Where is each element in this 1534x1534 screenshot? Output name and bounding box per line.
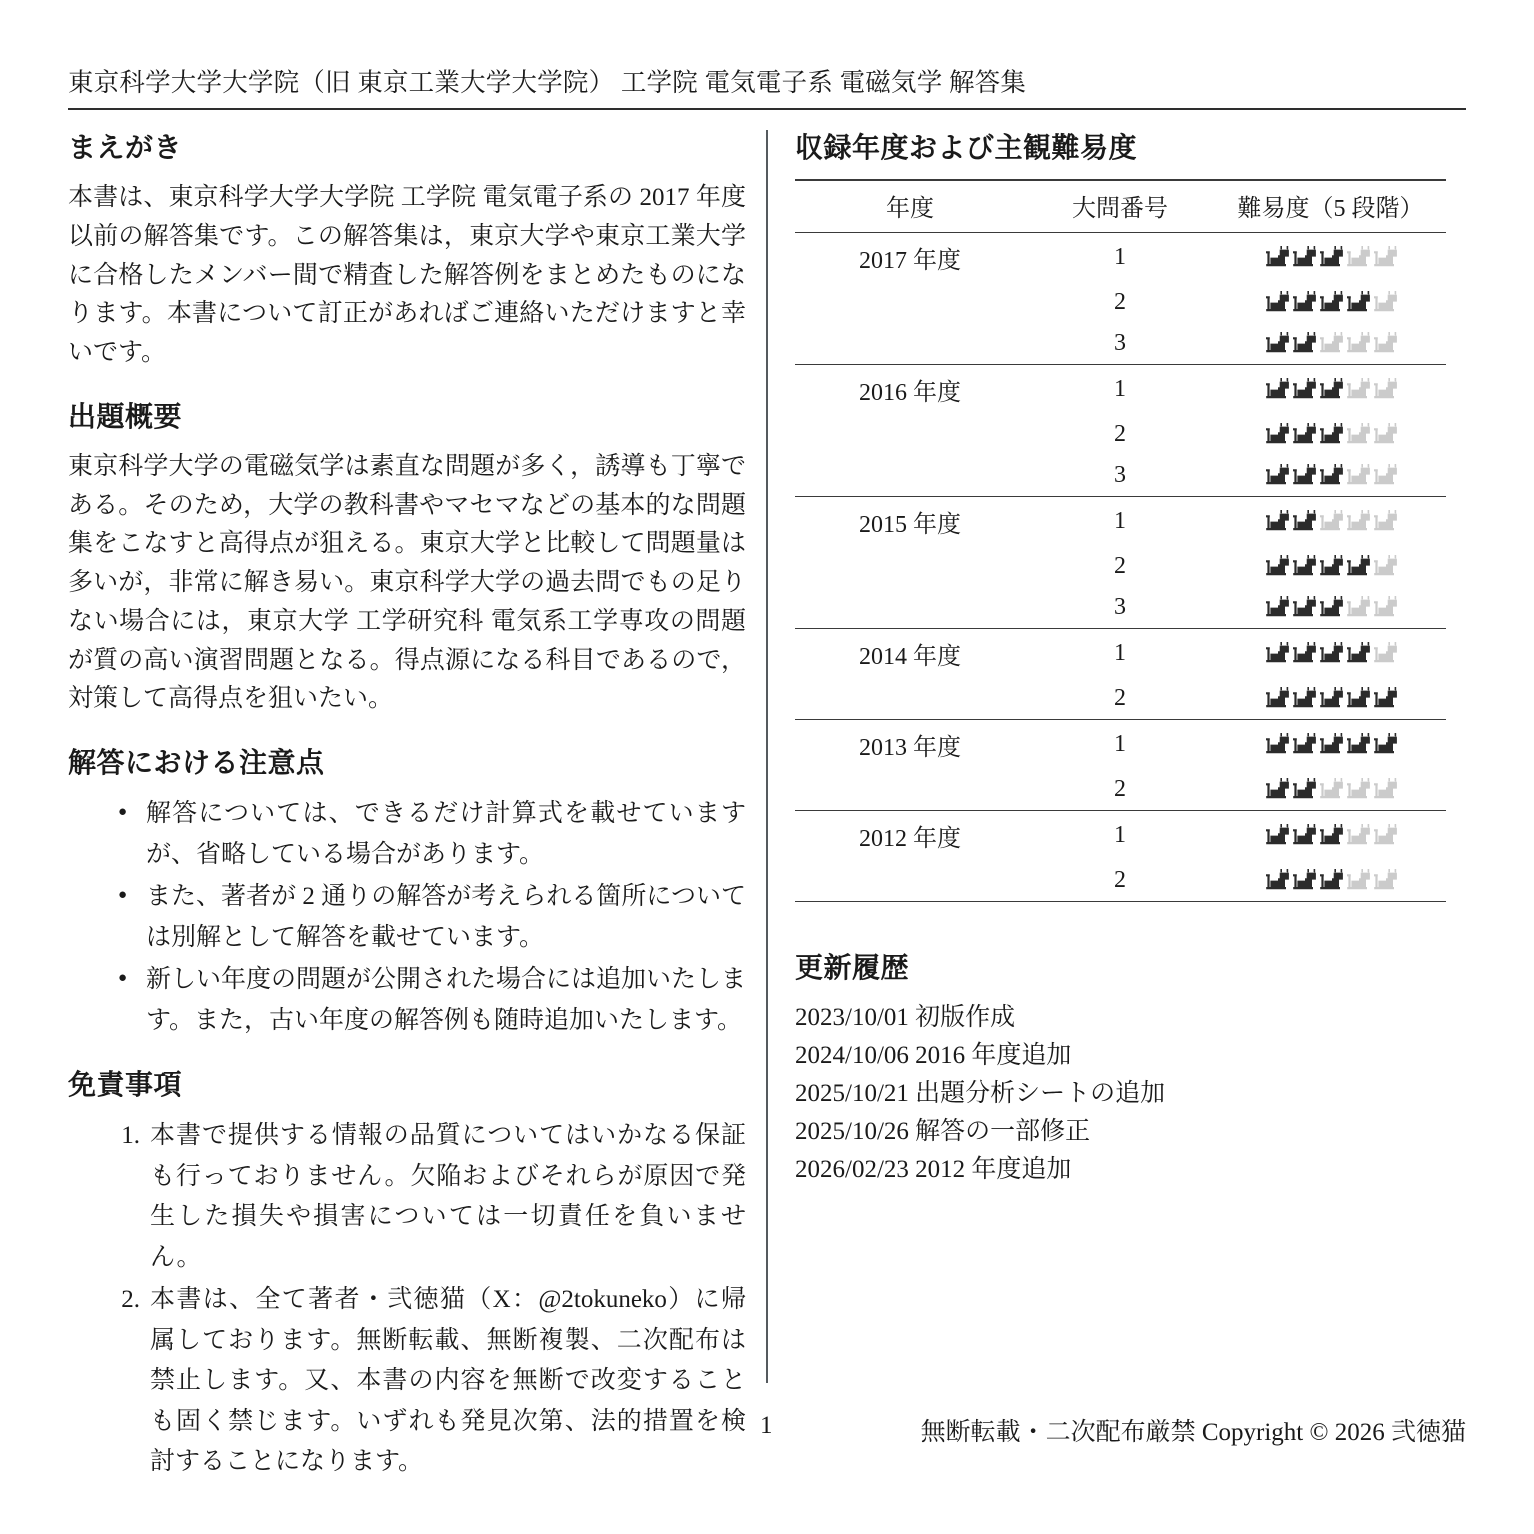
cell-difficulty-rating xyxy=(1215,233,1446,283)
table-row xyxy=(795,497,1446,547)
right-column xyxy=(795,130,1467,1215)
cat-icon xyxy=(1263,377,1289,400)
table-row xyxy=(795,769,1446,811)
cell-year xyxy=(795,546,1025,587)
table-row xyxy=(795,587,1446,629)
cat-icon xyxy=(1317,823,1343,846)
list-item: 2025/10/26 解答の一部修正 xyxy=(795,1118,1091,1145)
cell-difficulty-rating xyxy=(1215,769,1446,811)
cell-difficulty-rating xyxy=(1215,860,1446,902)
cell-year: 2016 年度 xyxy=(795,365,1025,415)
cat-icon xyxy=(1317,245,1343,268)
cat-icon xyxy=(1263,422,1289,445)
history-heading: 更新履歴 xyxy=(795,951,910,984)
cat-icon xyxy=(1290,868,1316,891)
table-row xyxy=(795,546,1446,587)
preface-section xyxy=(68,130,746,373)
cell-difficulty-rating xyxy=(1215,323,1446,365)
cat-icon xyxy=(1317,686,1343,709)
cat-icon xyxy=(1317,554,1343,577)
cat-icon xyxy=(1290,245,1316,268)
table-header-row xyxy=(795,180,1446,233)
cat-icon xyxy=(1344,377,1370,400)
cat-icon xyxy=(1317,641,1343,664)
history-section xyxy=(795,950,1467,1189)
cell-year xyxy=(795,282,1025,323)
list-item: 本書は、全て著者・弐徳猫（X：@2tokuneko）に帰属しております。無断転載、無断複製、二次配布は禁止します。又、本書の内容を無断で改変することも固く禁じます。いずれも発見次第、法的措置を検討することになります。 xyxy=(150,1286,746,1475)
table-row xyxy=(795,365,1446,415)
cat-icon xyxy=(1371,422,1397,445)
cat-icon xyxy=(1317,509,1343,532)
cat-icon xyxy=(1317,331,1343,354)
cat-icon xyxy=(1290,331,1316,354)
cat-icon xyxy=(1371,245,1397,268)
cat-icon xyxy=(1344,595,1370,618)
cell-difficulty-rating xyxy=(1215,455,1446,497)
history-list xyxy=(795,999,1467,1189)
cat-icon xyxy=(1344,868,1370,891)
cell-year: 2017 年度 xyxy=(795,233,1025,283)
cat-icon xyxy=(1263,823,1289,846)
left-column xyxy=(68,130,746,1509)
cell-problem-number: 2 xyxy=(1114,553,1126,579)
notes-list xyxy=(68,794,746,1041)
cat-icon xyxy=(1263,290,1289,313)
cell-year xyxy=(795,678,1025,720)
cat-icon xyxy=(1263,732,1289,755)
cell-year: 2015 年度 xyxy=(795,497,1025,547)
cell-problem-number: 2 xyxy=(1025,860,1215,902)
cell-problem-number: 3 xyxy=(1114,462,1126,488)
cell-difficulty-rating xyxy=(1215,629,1446,679)
cell-problem-number: 3 xyxy=(1114,330,1126,356)
cat-icon xyxy=(1290,422,1316,445)
cat-icon xyxy=(1371,777,1397,800)
cat-icon xyxy=(1263,245,1289,268)
cell-difficulty-rating xyxy=(1215,678,1446,720)
cell-problem-number: 1 xyxy=(1025,365,1215,415)
cat-icon xyxy=(1371,554,1397,577)
cat-icon xyxy=(1263,777,1289,800)
cat-icon xyxy=(1344,290,1370,313)
column-header-year: 年度 xyxy=(795,180,1025,233)
cat-icon xyxy=(1371,732,1397,755)
cat-icon xyxy=(1371,290,1397,313)
cell-difficulty-rating xyxy=(1215,497,1446,547)
column-divider xyxy=(766,130,768,1383)
cat-icon xyxy=(1344,245,1370,268)
cat-icon xyxy=(1263,595,1289,618)
cell-year: 2014 年度 xyxy=(795,629,1025,679)
list-item: ● 解答については、できるだけ計算式を載せていますが、省略している場合があります。 xyxy=(118,794,746,875)
cell-problem-number: 2 xyxy=(1114,421,1126,447)
table-row xyxy=(795,629,1446,679)
table-head xyxy=(795,180,1446,233)
cell-problem-number: 1 xyxy=(1025,629,1215,679)
cat-icon xyxy=(1290,823,1316,846)
overview-body: 東京科学大学の電磁気学は素直な問題が多く，誘導も丁寧である。そのため，大学の教科書やマセマなどの基本的な問題集をこなすと高得点が狙える。東京大学と比較して問題量は多いが，非常に解き易い。東京科学大学の過去問でもの足りない場合には，東京大学 工学研究科 電気系工学専攻の問題が質の高い演習問題となる。得点源になる科目であるので，対策して高得点を狙いたい。 xyxy=(68,452,746,713)
table-row xyxy=(795,282,1446,323)
cat-icon xyxy=(1263,463,1289,486)
cat-icon xyxy=(1371,377,1397,400)
cat-icon xyxy=(1371,463,1397,486)
table-row xyxy=(795,860,1446,902)
cell-problem-number: 1 xyxy=(1025,497,1215,547)
cat-icon xyxy=(1344,422,1370,445)
cat-icon xyxy=(1290,732,1316,755)
header-divider-rule xyxy=(68,108,1466,110)
cat-icon xyxy=(1344,641,1370,664)
cell-year: 2013 年度 xyxy=(795,720,1025,770)
cat-icon xyxy=(1371,641,1397,664)
list-item: 本書で提供する情報の品質についてはいかなる保証も行っておりません。欠陥およびそれらが原因で発生した損失や損害については一切責任を負いません。 xyxy=(150,1122,746,1271)
disclaimer-list xyxy=(68,1116,746,1483)
cell-year xyxy=(795,860,1025,902)
cell-problem-number: 3 xyxy=(1114,594,1126,620)
cat-icon xyxy=(1263,868,1289,891)
list-item: 2023/10/01 初版作成 xyxy=(795,1004,1016,1031)
list-item: 2026/02/23 2012 年度追加 xyxy=(795,1156,1072,1183)
cat-icon xyxy=(1317,777,1343,800)
preface-body: 本書は、東京科学大学大学院 工学院 電気電子系の 2017 年度以前の解答集です。この解答集は，東京大学や東京工業大学に合格したメンバー間で精査した解答例をまとめたものになります。本書について訂正があればご連絡いただけますと幸いです。 xyxy=(68,184,746,366)
document-title: 東京科学大学大学院（旧 東京工業大学大学院） 工学院 電気電子系 電磁気学 解答集 xyxy=(68,68,1027,97)
cat-icon xyxy=(1371,331,1397,354)
cell-difficulty-rating xyxy=(1215,546,1446,587)
cat-icon xyxy=(1290,641,1316,664)
list-item: ● また、著者が 2 通りの解答が考えられる箇所については別解として解答を載せています。 xyxy=(118,877,746,958)
cell-difficulty-rating xyxy=(1215,587,1446,629)
cat-icon xyxy=(1290,686,1316,709)
disclaimer-heading: 免責事項 xyxy=(68,1068,183,1101)
list-item: 2024/10/06 2016 年度追加 xyxy=(795,1042,1072,1069)
table-row xyxy=(795,678,1446,720)
list-item: 2025/10/21 出題分析シートの追加 xyxy=(795,1080,1166,1107)
cell-problem-number: 1 xyxy=(1025,233,1215,283)
page-number: 1 xyxy=(760,1412,773,1439)
table-row xyxy=(795,455,1446,497)
cat-icon xyxy=(1290,595,1316,618)
cell-problem-number: 1 xyxy=(1025,720,1215,770)
cell-problem-number: 1 xyxy=(1025,811,1215,861)
cat-icon xyxy=(1263,509,1289,532)
cat-icon xyxy=(1371,595,1397,618)
cat-icon xyxy=(1344,554,1370,577)
cell-year xyxy=(795,414,1025,455)
cat-icon xyxy=(1263,554,1289,577)
cell-year xyxy=(795,769,1025,811)
cat-icon xyxy=(1317,422,1343,445)
years-table-heading: 収録年度および主観難易度 xyxy=(795,131,1138,164)
cat-icon xyxy=(1317,732,1343,755)
cell-problem-number: 2 xyxy=(1114,685,1126,711)
table-body xyxy=(795,233,1446,902)
cat-icon xyxy=(1317,377,1343,400)
page-header xyxy=(68,63,1466,110)
cat-icon xyxy=(1263,641,1289,664)
list-item: ● 新しい年度の問題が公開された場合には追加いたします。また，古い年度の解答例も随時追加いたします。 xyxy=(118,960,746,1041)
cat-icon xyxy=(1317,868,1343,891)
overview-heading: 出題概要 xyxy=(68,399,183,433)
years-table-section xyxy=(795,130,1467,902)
cat-icon xyxy=(1317,290,1343,313)
table-row xyxy=(795,323,1446,365)
cat-icon xyxy=(1344,777,1370,800)
cell-year xyxy=(795,455,1025,497)
cat-icon xyxy=(1290,509,1316,532)
cell-difficulty-rating xyxy=(1215,811,1446,861)
cat-icon xyxy=(1371,823,1397,846)
copyright-notice: 無断転載・二次配布厳禁 Copyright © 2026 弐徳猫 xyxy=(920,1419,1466,1446)
cat-icon xyxy=(1290,290,1316,313)
cell-problem-number: 2 xyxy=(1114,776,1126,802)
cat-icon xyxy=(1317,595,1343,618)
cat-icon xyxy=(1344,732,1370,755)
cat-icon xyxy=(1263,331,1289,354)
cat-icon xyxy=(1371,686,1397,709)
cat-icon xyxy=(1317,463,1343,486)
table-row xyxy=(795,811,1446,861)
cell-year xyxy=(795,587,1025,629)
cat-icon xyxy=(1290,377,1316,400)
cat-icon xyxy=(1344,823,1370,846)
cat-icon xyxy=(1290,554,1316,577)
table-row xyxy=(795,233,1446,283)
table-row xyxy=(795,414,1446,455)
cell-year: 2012 年度 xyxy=(795,811,1025,861)
column-header-problem-number: 大問番号 xyxy=(1025,180,1215,233)
cell-difficulty-rating xyxy=(1215,365,1446,415)
disclaimer-section xyxy=(68,1067,746,1483)
cell-problem-number: 2 xyxy=(1114,289,1126,315)
cat-icon xyxy=(1344,331,1370,354)
cell-year xyxy=(795,323,1025,365)
cat-icon xyxy=(1290,777,1316,800)
overview-section xyxy=(68,399,746,719)
cell-difficulty-rating xyxy=(1215,282,1446,323)
column-header-difficulty: 難易度（5 段階） xyxy=(1215,180,1446,233)
table-row xyxy=(795,720,1446,770)
cat-icon xyxy=(1344,686,1370,709)
cat-icon xyxy=(1371,509,1397,532)
notes-heading: 解答における注意点 xyxy=(68,746,325,779)
cat-icon xyxy=(1344,509,1370,532)
cat-icon xyxy=(1344,463,1370,486)
years-difficulty-table xyxy=(795,179,1446,902)
preface-heading: まえがき xyxy=(68,131,183,164)
cell-difficulty-rating xyxy=(1215,720,1446,770)
cell-difficulty-rating xyxy=(1215,414,1446,455)
cat-icon xyxy=(1290,463,1316,486)
cat-icon xyxy=(1263,686,1289,709)
cat-icon xyxy=(1371,868,1397,891)
notes-section xyxy=(68,745,746,1041)
